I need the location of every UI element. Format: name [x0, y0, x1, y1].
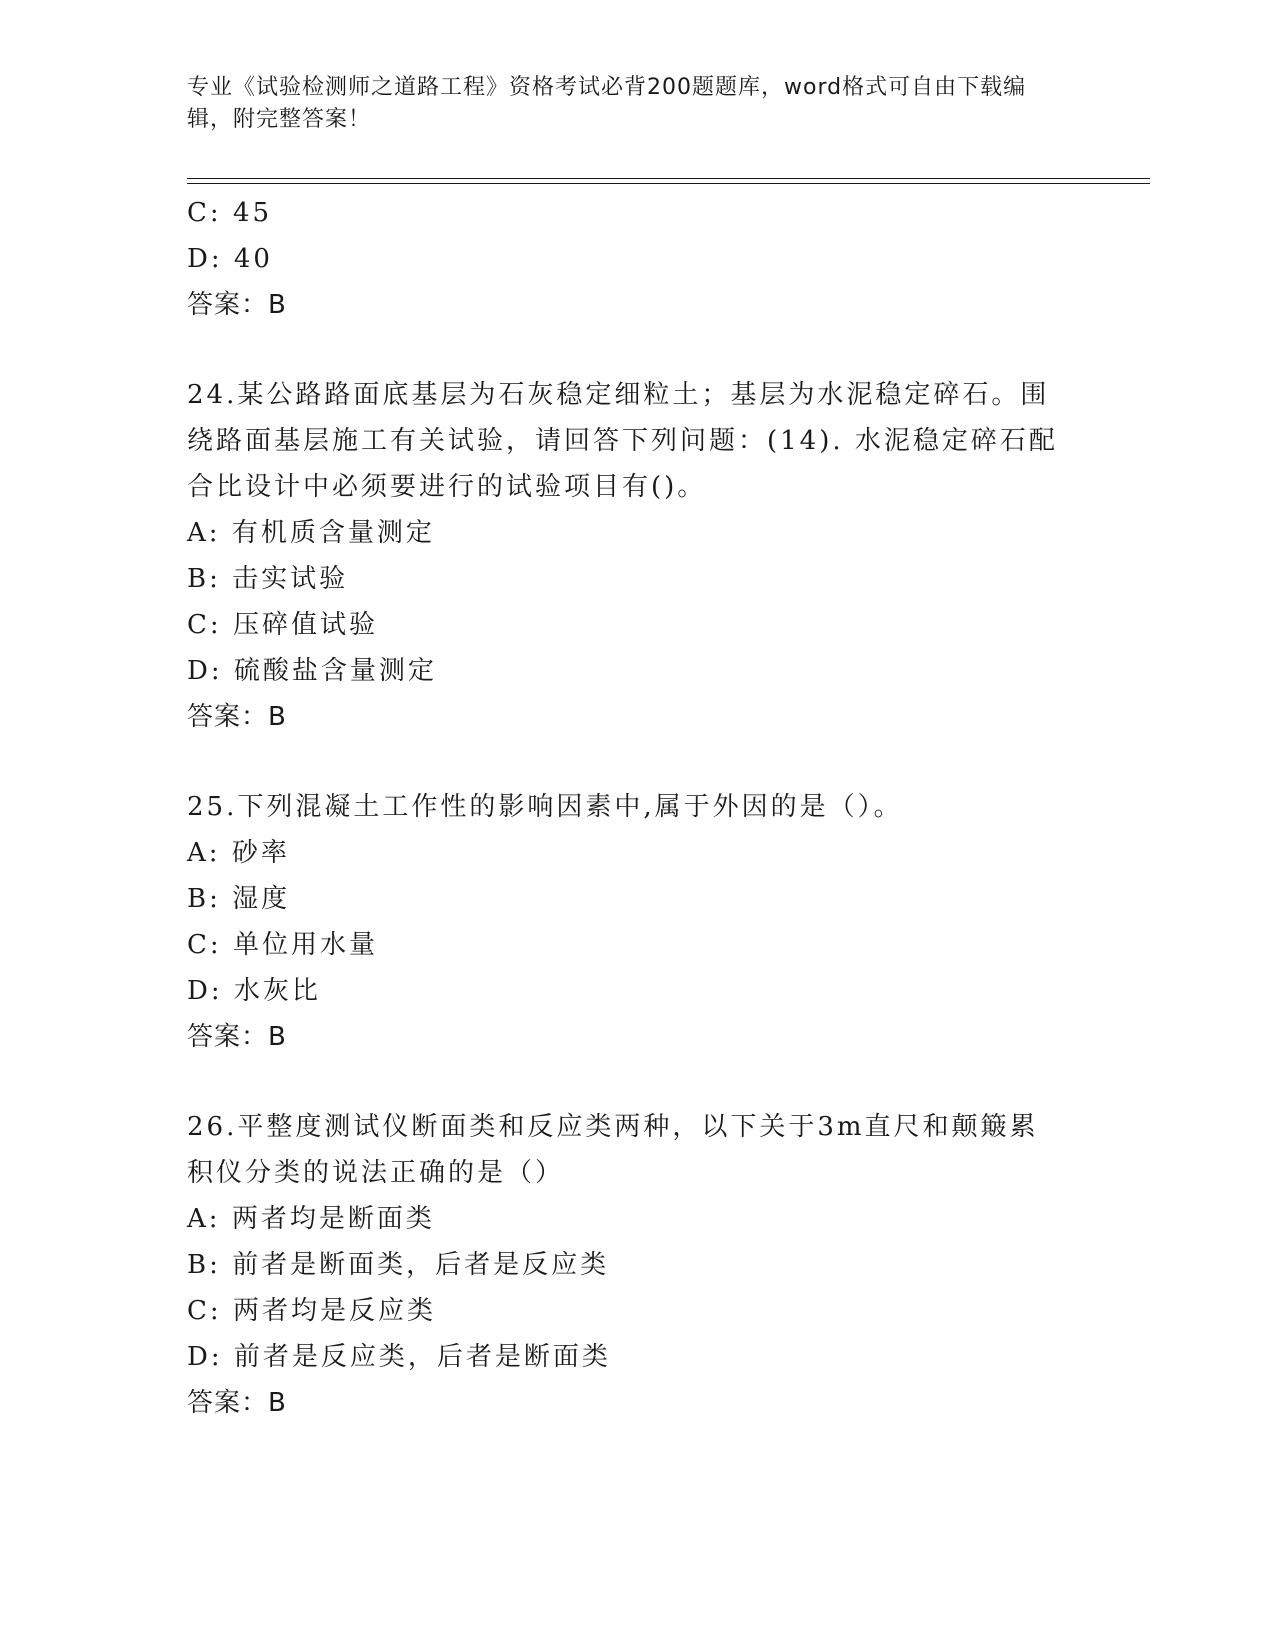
option-text: 单位用水量 [232, 930, 378, 960]
option-text: 两者均是反应类 [232, 1296, 436, 1326]
question-text [187, 784, 1067, 830]
answer-line [187, 282, 1087, 328]
option-text: 45 [232, 198, 273, 228]
option-b: B: 击实试验 [187, 564, 349, 594]
option-label: A [187, 518, 209, 548]
question-text [187, 372, 1067, 510]
question-text [187, 1104, 1067, 1196]
page-header: 专业《试验检测师之道路工程》资格考试必背200题题库，word格式可自由下载编辑，附完整答案！ [187, 75, 1027, 132]
option-text: 前者是反应类，后者是断面类 [233, 1342, 611, 1372]
question-number: 26. [187, 1112, 238, 1142]
option-label: A [187, 1204, 209, 1234]
option-a: A: 砂率 [187, 838, 290, 868]
answer-value: B [268, 1388, 287, 1418]
option-text: 湿度 [232, 884, 291, 914]
option-label: D [187, 656, 211, 686]
answer-value: B [268, 702, 287, 732]
option-label: B [187, 884, 210, 914]
option-text: 有机质含量测定 [231, 518, 435, 548]
question-number: 24. [187, 380, 238, 410]
option-text: 40 [233, 244, 273, 274]
question-24 [187, 372, 1087, 740]
answer-line [187, 694, 1087, 740]
option-text: 砂率 [231, 838, 290, 868]
option-d: D: 40 [187, 244, 273, 274]
document-content [187, 190, 1087, 1426]
option-text: 压碎值试验 [232, 610, 378, 640]
answer-value: B [268, 1022, 287, 1052]
option-label: D [187, 1342, 211, 1372]
option-label: A [187, 838, 209, 868]
question-body: 某公路路面底基层为石灰稳定细粒土；基层为水泥稳定碎石。围绕路面基层施工有关试验，请回答下列问题：(14). 水泥稳定碎石配合比设计中必须要进行的试验项目有()。 [187, 380, 1058, 502]
option-d: D: 硫酸盐含量测定 [187, 656, 437, 686]
option-label: C [187, 610, 210, 640]
option-d: D: 前者是反应类，后者是断面类 [187, 1342, 611, 1372]
option-c: C: 压碎值试验 [187, 610, 378, 640]
answer-label: 答案： [187, 1022, 269, 1052]
option-text: 水灰比 [233, 976, 321, 1006]
option-label: D [187, 244, 211, 274]
answer-line [187, 1014, 1087, 1060]
answer-label: 答案： [187, 702, 269, 732]
prev-question-block [187, 190, 1087, 328]
option-c: C: 45 [187, 198, 273, 228]
option-label: C [187, 930, 210, 960]
option-c: C: 单位用水量 [187, 930, 378, 960]
answer-label: 答案： [187, 1388, 269, 1418]
option-a: A: 两者均是断面类 [187, 1204, 435, 1234]
option-d: D: 水灰比 [187, 976, 321, 1006]
answer-value: B [268, 290, 287, 320]
option-a: A: 有机质含量测定 [187, 518, 435, 548]
option-label: C [187, 1296, 210, 1326]
option-label: D [187, 976, 211, 1006]
option-c: C: 两者均是反应类 [187, 1296, 436, 1326]
option-label: B [187, 564, 210, 594]
option-text: 硫酸盐含量测定 [233, 656, 437, 686]
option-b: B: 前者是断面类，后者是反应类 [187, 1250, 610, 1280]
option-b: B: 湿度 [187, 884, 291, 914]
question-25 [187, 784, 1087, 1060]
option-text: 前者是断面类，后者是反应类 [232, 1250, 610, 1280]
question-body: 平整度测试仪断面类和反应类两种，以下关于3m直尺和颠簸累积仪分类的说法正确的是（） [187, 1112, 1039, 1188]
question-body: 下列混凝土工作性的影响因素中,属于外因的是（）。 [237, 792, 903, 822]
question-number: 25. [187, 792, 238, 822]
header-divider [187, 178, 1150, 184]
question-26 [187, 1104, 1087, 1426]
answer-line [187, 1380, 1087, 1426]
option-text: 两者均是断面类 [231, 1204, 435, 1234]
answer-label: 答案： [187, 290, 269, 320]
option-label: C [187, 198, 210, 228]
option-text: 击实试验 [232, 564, 349, 594]
option-label: B [187, 1250, 210, 1280]
